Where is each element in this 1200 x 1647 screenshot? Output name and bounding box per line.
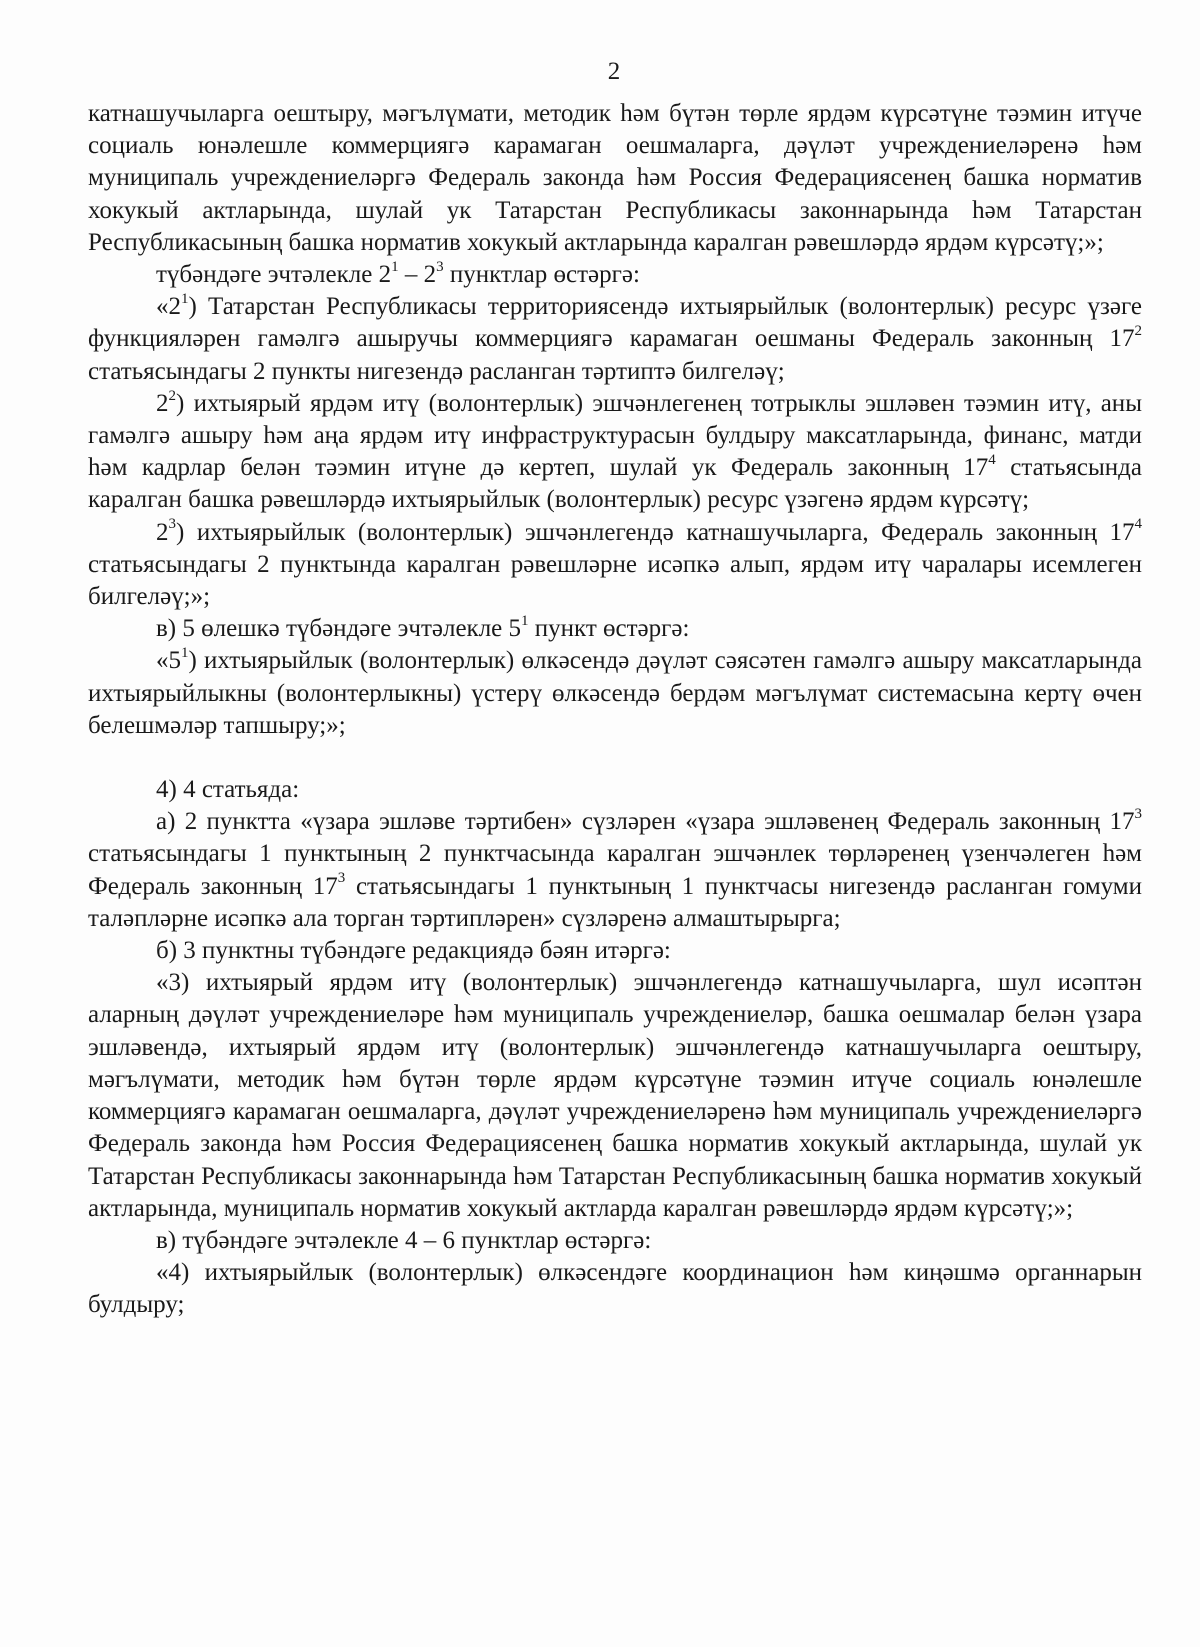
superscript: 3 [436,258,444,275]
paragraph-9 [88,806,1142,935]
superscript: 1 [181,290,189,307]
superscript: 2 [168,387,176,404]
text-run: пункт өстәргә: [528,615,690,643]
text-run: «5 [156,647,181,675]
superscript: 1 [181,645,189,662]
paragraph-1 [88,98,1142,259]
text-run: статьясындагы 1 пунктының 2 пунктчасында каралган эшчәнлек төрләренең үзенчәлеген һәм Федераль законның 17 [88,840,1142,900]
superscript: 2 [1134,323,1142,340]
superscript: 3 [337,870,346,887]
text-run: – 2 [398,261,437,289]
text-run: статьясындагы 2 пунктында каралган рәвешләрне исәпкә алып, ярдәм итү чаралары исемлеген билгеләү;»; [88,550,1142,611]
text-run: статьясындагы 1 пунктының 1 пунктчасы нигезендә расланган гомуми таләпләрне исәпкә ала торган тәртипләрен» сүзләренә алмаштырырга; [88,872,1143,932]
page-number: 2 [607,58,621,85]
paragraph-12 [88,1225,1142,1257]
paragraph-3 [88,291,1142,388]
text-run: статьясындагы 2 пункты нигезендә расланган тәртиптә билгеләү; [88,357,785,385]
paragraph-2 [88,259,1142,291]
text-run: статьясында каралган башка рәвешләрдә ихтыярыйлык (волонтерлык) ресурс үзәгенә ярдәм күрсәтү; [88,454,1142,514]
text-run: пунктлар өстәргә: [443,261,640,289]
text-run: б) 3 пунктны түбәндәге редакциядә бәян итәргә: [156,937,671,965]
text-run: ) ихтыярый ярдәм итү (волонтерлык) эшчәнлегенең тотрыклы эшләвен тәэмин итү, аны гамәлгә ашыру һәм аңа ярдәм итү инфраструктурасын булдыру максатларында, финанс, матди һәм кадрлар белән тәэмин итүне дә кертеп, шулай ук Федераль законның 17 [88,389,1142,482]
text-run: а) 2 пунктта «үзара эшләве тәртибен» сүзләрен «үзара эшләвенең Федераль законның 17 [156,808,1135,836]
text-run: 4) 4 статьяда: [156,776,300,804]
superscript: 4 [1134,516,1142,533]
text-run: ) ихтыярыйлык (волонтерлык) эшчәнлегендә катнашучыларга, Федераль законның 17 [176,518,1135,546]
text-run: в) түбәндәге эчтәлекле 4 – 6 пунктлар өстәргә: [156,1226,652,1254]
paragraph-11 [88,967,1142,1225]
text-run: катнашучыларга оештыру, мәгълүмати, методик һәм бүтән төрле ярдәм күрсәтүне тәэмин итүче социаль юнәлешле коммерциягә карамаган оешмаларга, дәүләт учреждениеләренә һәм муниципаль учреждениеләргә Федераль законда һәм Россия Федерациясенең башка норматив хокукый актларында, шулай ук Татарстан Республикасы законнарында һәм Татарстан Республикасының башка норматив хокукый актларында каралган рәвешләрдә ярдәм күрсәтү;»; [88,100,1142,256]
superscript: 1 [391,258,399,275]
text-run: в) 5 өлешкә түбәндәге эчтәлекле 5 [156,615,522,643]
paragraph-13 [88,1257,1142,1321]
text-run: түбәндәге эчтәлекле 2 [156,261,392,289]
document-body [88,98,1142,1322]
paragraph-10 [88,935,1142,967]
superscript: 1 [521,612,529,629]
paragraph-7 [88,645,1142,742]
paragraph-6 [88,613,1142,645]
text-run: ) Татарстан Республикасы территориясендә ихтыярыйлык (волонтерлык) ресурс үзәге функцияләрен гамәлгә ашыручы коммерциягә карамаган оешманы Федераль законның 17 [88,293,1142,353]
paragraph-4 [88,388,1142,517]
superscript: 4 [988,451,996,468]
paragraph-5 [88,517,1142,614]
paragraph-8 [88,774,1142,806]
text-run: ) ихтыярыйлык (волонтерлык) өлкәсендә дәүләт сәясәтен гамәлгә ашыру максатларында ихтыярыйлыкны (волонтерлыкны) үстерү өлкәсендә бердәм мәгълүмат системасына кертү өчен белешмәләр тапшыру;»; [88,647,1142,739]
text-run: «3) ихтыярый ярдәм итү (волонтерлык) эшчәнлегендә катнашучыларга, шул исәптән аларның дәүләт учреждениеләре һәм муниципаль учреждениеләр, башка оешмалар белән үзара эшләвендә, ихтыярый ярдәм итү (волонтерлык) эшчәнлегендә катнашучыларга оештыру, мәгълүмати, методик һәм бүтән төрле ярдәм күрсәтүне тәэмин итүче социаль юнәлешле коммерциягә карамаган оешмаларга, дәүләт учреждениеләренә һәм муниципаль учреждениеләргә Федераль законда һәм Россия Федерациясенең башка норматив хокукый актларында, шулай ук Татарстан Республикасы законнарында һәм Татарстан Республикасының башка норматив хокукый актларында, муниципаль норматив хокукый актларда каралган рәвешләрдә ярдәм күрсәтү;»; [88,969,1142,1222]
superscript: 3 [1134,805,1142,822]
superscript: 3 [168,516,176,533]
text-run: «2 [156,293,181,321]
text-run: 2 [156,389,169,417]
text-run: «4) ихтыярыйлык (волонтерлык) өлкәсендәге координацион һәм киңәшмә органнарын булдыру; [88,1259,1142,1319]
text-run: 2 [156,518,169,546]
